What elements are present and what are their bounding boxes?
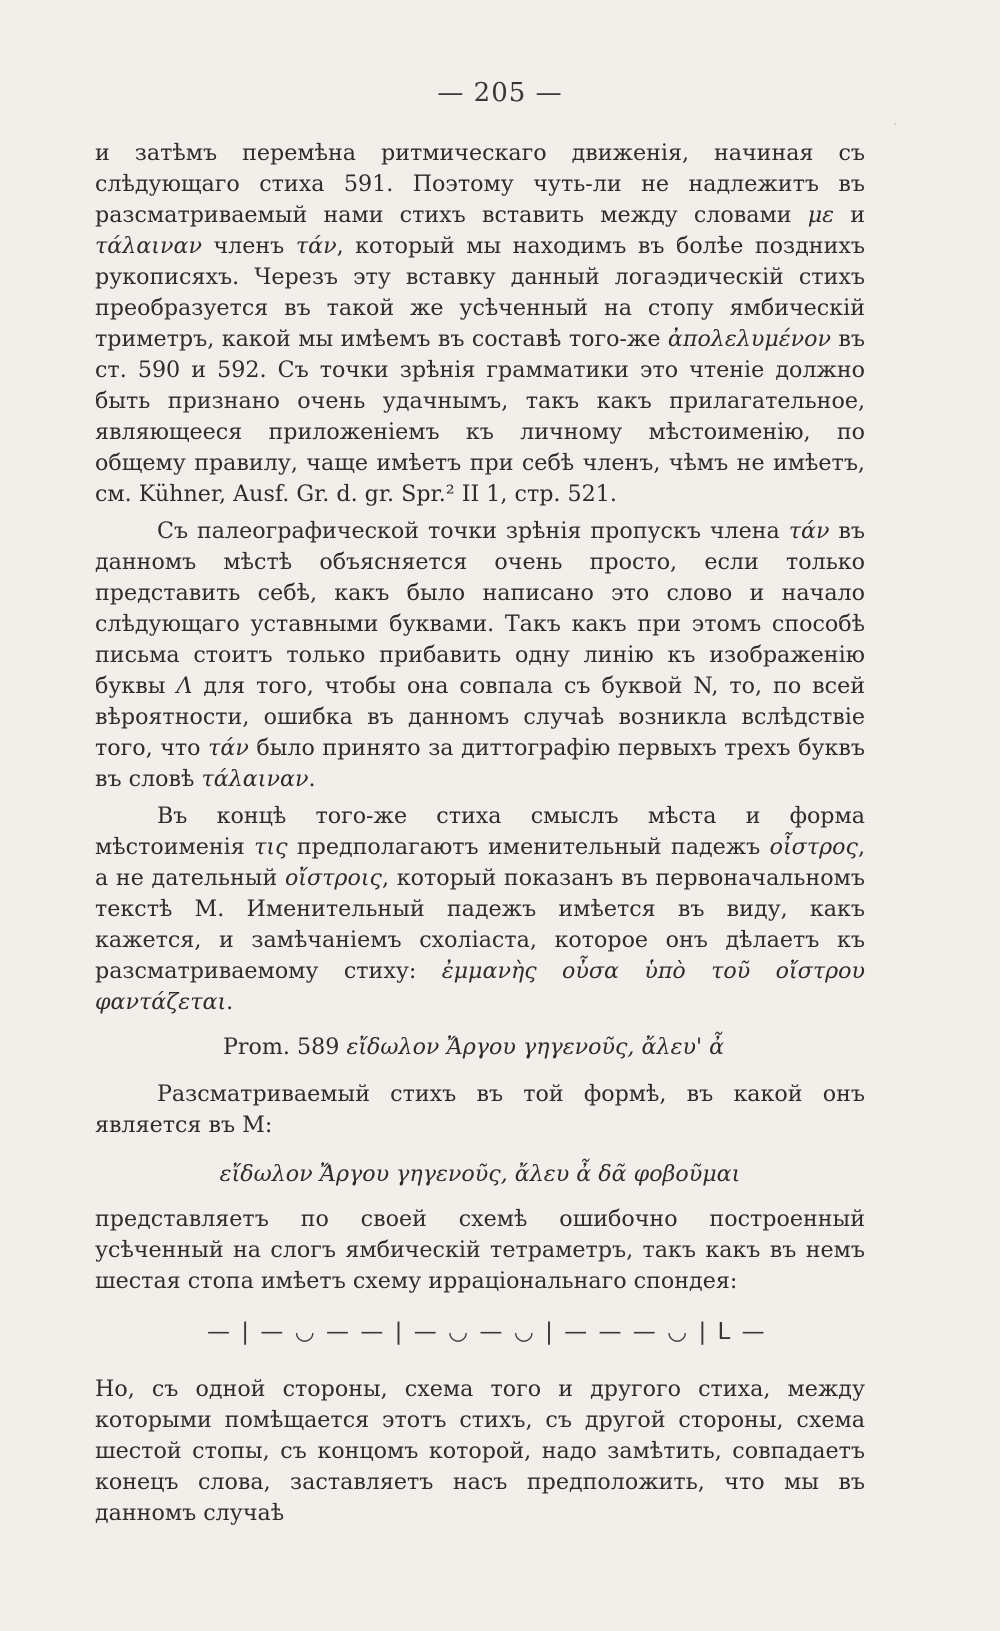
greek-word: οἴστροις [284,865,382,891]
greek-word: τάν [295,233,337,259]
greek-word: τάν [788,518,830,544]
body-text [95,138,865,1529]
greek-letter: Λ [176,673,193,699]
greek-word: ἀπολελυμένον [667,326,831,352]
paragraph-6: Но, съ одной стороны, схема того и другого стиха, между которыми помѣщается этотъ стихъ, съ другой стороны, схема шестой стопы, съ концомъ которой, надо замѣтить, совпадаетъ конецъ слова, заставляетъ насъ предположить, что мы въ данномъ случаѣ [95,1376,865,1526]
quoted-verse: εἴδωλον Ἄργου γηγενοῦς, ἄλευ ἆ δᾶ φοβοῦμαι [219,1161,741,1187]
greek-word: τάλαιναν [95,233,202,259]
greek-word: τάν [208,735,249,761]
greek-word: τις [254,834,288,860]
paragraph-3: Въ концѣ того-же стиха смыслъ мѣста и форма мѣстоименія τις предполагаютъ именительный падежъ οἶστρος, а не дательный οἴστροις, который показанъ въ первоначальномъ текстѣ М. Именительный падежъ имѣется въ виду, какъ кажется, и замѣчаніемъ схоліаста, которое онъ дѣлаетъ къ разсматриваемому стиху: ἐμμανὴς οὖσα ὑπὸ τοῦ οἴστρου φαντάζεται. [95,803,865,1015]
paragraph-1: и затѣмъ перемѣна ритмическаго движенія, начиная съ слѣдующаго стиха 591. Поэтому чуть-ли не надлежитъ въ разсматриваемый нами стихъ вставить между словами με и τάλαιναν членъ τάν, который мы находимъ въ болѣе позднихъ рукописяхъ. Черезъ эту вставку данный логаэдическій стихъ преобразуется въ такой же усѣченный на стопу ямбическій триметръ, какой мы имѣемъ въ составѣ того-же ἀπολελυμένον въ ст. 590 и 592. Съ точки зрѣнія грамматики это чтеніе должно быть признано очень удачнымъ, такъ какъ прилагательное, являющееся приложеніемъ къ личному мѣстоименію, по общему правилу, чаще имѣетъ при себѣ членъ, чѣмъ не имѣетъ, см. Kühner, Ausf. Gr. d. gr. Spr.² II 1, стр. 521. [95,140,865,507]
paragraph-4: Разсматриваемый стихъ въ той формѣ, въ какой онъ является въ М: [95,1081,865,1138]
greek-quote: ἐμμανὴς οὖσα ὑπὸ τοῦ οἴστρου φαντάζεται [95,958,865,1015]
greek-word: με [807,202,835,228]
stray-mark: ˏ [893,110,898,126]
page-number: — 205 — [437,78,563,108]
verse-reference-greek: εἴδωλον Ἄργου γηγενοῦς, ἄλευ' ἆ [346,1034,725,1060]
paragraph-2: Съ палеографической точки зрѣнія пропускъ члена τάν въ данномъ мѣстѣ объясняется очень просто, если только представить себѣ, какъ было написано это слово и начало слѣдующаго уставными буквами. Такъ какъ при этомъ способѣ письма стоитъ только прибавить одну линію къ изображенію буквы Λ для того, чтобы она совпала съ буквой N, то, по всей вѣроятности, ошибка въ данномъ случаѣ возникла вслѣдствіе того, что τάν было принято за диттографію первыхъ трехъ буквъ въ словѣ τάλαιναν. [95,518,866,792]
paragraph-5: представляетъ по своей схемѣ ошибочно построенный усѣченный на слогъ ямбическій тетраметръ, такъ какъ въ немъ шестая стопа имѣетъ схему ирраціональнаго спондея: [95,1206,865,1294]
greek-word: τάλαιναν [201,766,309,792]
verse-reference [95,1032,865,1063]
metrical-scheme: — | — ◡ — — | — ◡ — ◡ | — — — ◡ | L — [207,1319,767,1345]
verse-reference-label: Prom. 589 [223,1034,347,1060]
greek-word: οἶστρος [769,834,858,860]
